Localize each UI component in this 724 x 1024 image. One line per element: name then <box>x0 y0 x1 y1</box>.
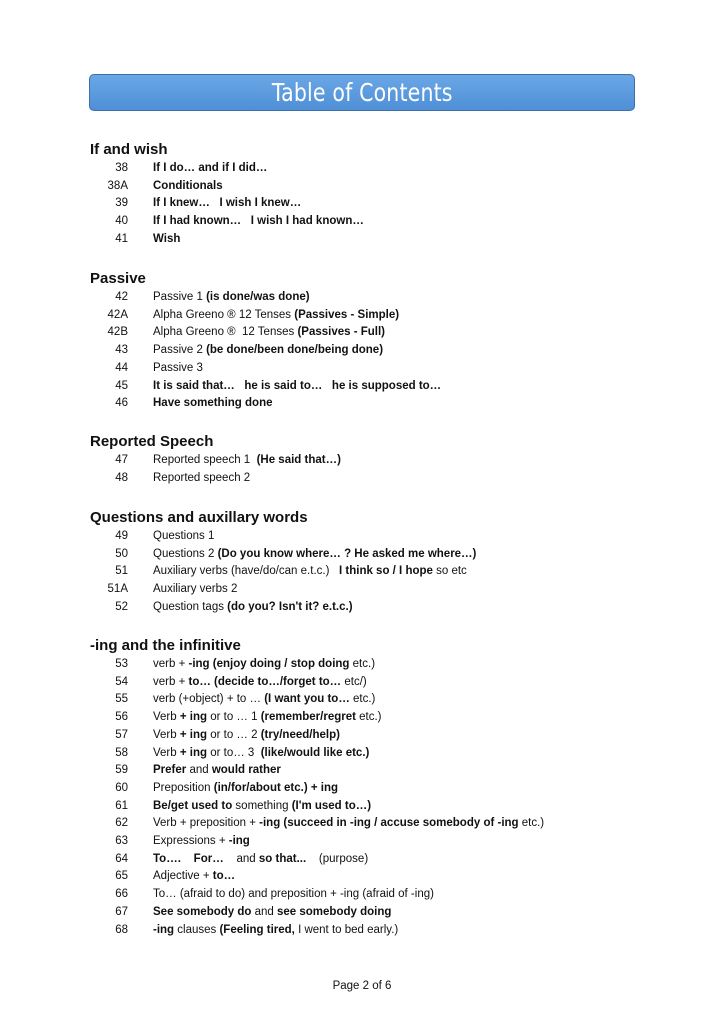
entry-title-part: verb (+object) + to … <box>153 693 265 706</box>
entry-title-part: Questions 1 <box>153 530 215 542</box>
toc-entry <box>0 362 724 378</box>
toc-entry <box>0 197 724 213</box>
entry-title-part: etc.) <box>349 693 376 706</box>
entry-title-part: -ing <box>153 923 175 936</box>
entry-title <box>153 548 476 560</box>
entry-title-part: Conditionals <box>153 179 223 192</box>
toc-entry <box>0 233 724 249</box>
entry-number: 59 <box>115 764 128 777</box>
entry-title-part: so etc <box>432 565 467 578</box>
entry-number: 53 <box>115 658 128 670</box>
entry-title <box>153 906 391 918</box>
entry-number: 51A <box>107 583 128 596</box>
entry-title-part: -ing <box>228 835 250 847</box>
entry-title-part: Preposition <box>153 781 214 794</box>
toc-entry <box>0 906 724 922</box>
entry-title-part: verb + <box>153 675 189 688</box>
entry-number: 62 <box>115 817 128 830</box>
entry-title-part: Question tags <box>153 600 228 613</box>
entry-title-part: I think so / I hope <box>339 565 433 578</box>
entry-number: 50 <box>115 547 128 560</box>
toc-entry <box>0 676 724 692</box>
entry-title-part: It is said that… he is said to… he is supposed to… <box>153 379 442 392</box>
entry-title-part: etc.) <box>349 658 376 670</box>
entry-number: 42 <box>115 291 128 303</box>
entry-title-part: If I had known… I wish I had known… <box>153 215 364 228</box>
entry-title-part: (purpose) <box>306 852 369 865</box>
entry-number: 66 <box>115 888 128 901</box>
entry-title-part: -ing (succeed in -ing / accuse somebody of -ing <box>259 817 519 830</box>
toc-entry <box>0 326 724 342</box>
entry-title-part: etc/) <box>341 675 367 688</box>
entry-title-part: Auxiliary verbs (have/do/can e.t.c.) <box>153 565 339 578</box>
entry-title <box>153 472 250 484</box>
entry-title-part: (do you? Isn't it? e.t.c.) <box>227 600 353 613</box>
toc-entry <box>0 215 724 231</box>
entry-title-part: something <box>232 799 292 812</box>
entry-title <box>153 326 385 338</box>
entry-title-part: Be/get used to <box>153 799 233 812</box>
section-heading: Passive <box>90 270 146 287</box>
entry-title-part: + ing <box>179 746 208 759</box>
entry-title-part: Questions 2 <box>153 547 218 560</box>
entry-title-part: See somebody do <box>153 905 252 918</box>
toc-entry <box>0 817 724 833</box>
toc-entry <box>0 800 724 816</box>
entry-title-part: Reported speech 1 <box>153 454 257 466</box>
entry-title-part: would rather <box>211 764 281 777</box>
entry-title-part: or to… 3 <box>207 746 261 759</box>
entry-number: 61 <box>115 799 128 812</box>
entry-title-part: to… <box>212 870 236 883</box>
section-heading: -ing and the infinitive <box>90 637 241 654</box>
section-heading: If and wish <box>90 141 168 158</box>
entry-title-part: (Feeling tired, <box>219 923 295 936</box>
entry-title-part: Alpha Greeno ® 12 Tenses <box>153 326 298 339</box>
entry-title-part: Verb <box>153 746 180 759</box>
toc-entry <box>0 870 724 886</box>
entry-title <box>153 565 467 577</box>
entry-title-part: (Do you know where… ? He asked me where…) <box>217 547 477 560</box>
entry-title-part: etc.) <box>518 817 545 830</box>
entry-title-part: Adjective + <box>153 870 213 883</box>
entry-title-part: (be done/been done/being done) <box>206 344 384 357</box>
entry-title-part: Verb <box>153 728 180 741</box>
entry-title <box>153 870 235 882</box>
entry-number: 57 <box>115 728 128 741</box>
entry-title-part: + ing <box>179 728 208 741</box>
entry-number: 40 <box>115 215 128 228</box>
toc-entry <box>0 658 724 674</box>
toc-entry <box>0 397 724 413</box>
entry-title <box>153 215 364 227</box>
toc-entry <box>0 693 724 709</box>
entry-number: 55 <box>115 693 128 706</box>
entry-number: 49 <box>115 530 128 542</box>
entry-number: 51 <box>115 565 128 578</box>
entry-title <box>153 583 237 595</box>
entry-title <box>153 888 434 900</box>
entry-number: 48 <box>115 471 128 484</box>
entry-title <box>153 180 223 192</box>
entry-title-part: Wish <box>153 232 181 245</box>
toc-entry <box>0 747 724 763</box>
entry-number: 46 <box>115 397 128 410</box>
entry-title-part: (I'm used to…) <box>291 799 372 812</box>
entry-title-part: Verb <box>153 711 180 724</box>
entry-title-part: to… (decide to…/forget to… <box>188 675 342 688</box>
entry-number: 63 <box>115 835 128 847</box>
entry-number: 65 <box>115 870 128 883</box>
entry-title-part: (I want you to… <box>264 693 350 706</box>
page-footer: Page 2 of 6 <box>332 980 392 992</box>
entry-title <box>153 530 214 542</box>
entry-number: 56 <box>115 711 128 724</box>
entry-title-part: see somebody doing <box>277 905 392 918</box>
section-heading: Reported Speech <box>90 433 214 450</box>
entry-title-part: (Passives - Full) <box>297 326 385 339</box>
entry-title <box>153 729 340 741</box>
toc-entry <box>0 548 724 564</box>
entry-number: 54 <box>115 675 128 688</box>
entry-title-part: Verb + preposition + <box>153 817 260 830</box>
toc-entry <box>0 472 724 488</box>
entry-title-part: (Passives - Simple) <box>294 308 400 321</box>
entry-title <box>153 782 338 794</box>
entry-title-part: To… (afraid to do) and preposition + -ing (afraid of -ing) <box>153 888 434 901</box>
entry-number: 41 <box>115 232 128 245</box>
toc-entry <box>0 924 724 940</box>
entry-title <box>153 764 281 776</box>
entry-title <box>153 711 382 723</box>
entry-number: 45 <box>115 379 128 392</box>
entry-number: 68 <box>115 923 128 936</box>
entry-title <box>153 693 375 705</box>
entry-title-part: I went to bed early.) <box>294 923 399 936</box>
toc-entry <box>0 309 724 325</box>
entry-number: 38 <box>115 162 128 174</box>
entry-number: 64 <box>115 852 128 865</box>
entry-number: 67 <box>115 905 128 918</box>
entry-title-part: verb + <box>153 658 189 670</box>
entry-title-part: -ing (enjoy doing / stop doing <box>188 658 350 670</box>
entry-title-part: Alpha Greeno ® 12 Tenses <box>153 308 295 321</box>
entry-title <box>153 853 368 865</box>
toc-entry <box>0 782 724 798</box>
entry-number: 39 <box>115 197 128 210</box>
entry-title <box>153 747 369 759</box>
entry-title-part: (like/would like etc.) <box>260 746 370 759</box>
toc-entry <box>0 454 724 470</box>
toc-entry <box>0 601 724 617</box>
entry-title-part: Prefer <box>153 764 187 777</box>
entry-title-part: and <box>223 852 259 865</box>
entry-title-part: (is done/was done) <box>206 291 310 303</box>
entry-title-part: (in/for/about etc.) + ing <box>213 781 338 794</box>
entry-number: 58 <box>115 746 128 759</box>
entry-title-part: + ing <box>179 711 208 724</box>
toc-entry <box>0 853 724 869</box>
entry-title <box>153 197 301 209</box>
entry-number: 44 <box>115 361 128 374</box>
entry-title-part: Reported speech 2 <box>153 471 251 484</box>
entry-title <box>153 800 371 812</box>
entry-title-part: Expressions + <box>153 835 229 847</box>
entry-title <box>153 454 341 466</box>
entry-title <box>153 924 398 936</box>
section-heading: Questions and auxillary words <box>90 509 308 526</box>
entry-title <box>153 380 441 392</box>
entry-number: 60 <box>115 781 128 794</box>
entry-title-part: If I knew… I wish I knew… <box>153 197 302 210</box>
toc-entry <box>0 565 724 581</box>
entry-title <box>153 835 250 847</box>
toc-entry <box>0 344 724 360</box>
toc-entry <box>0 291 724 307</box>
entry-title <box>153 601 353 613</box>
toc-entry <box>0 583 724 599</box>
entry-title-part: or to … 1 <box>207 711 261 724</box>
entry-title-part: etc.) <box>355 711 382 724</box>
entry-title-part: and <box>251 905 277 918</box>
toc-entry <box>0 180 724 196</box>
entry-title-part: (remember/regret <box>260 711 356 724</box>
entry-title-part: (He said that…) <box>256 454 341 466</box>
toc-entry <box>0 380 724 396</box>
entry-title <box>153 676 367 688</box>
entry-title <box>153 658 375 670</box>
entry-number: 52 <box>115 600 128 613</box>
entry-title-part: To…. For… <box>153 852 224 865</box>
toc-entry <box>0 729 724 745</box>
entry-title-part: Auxiliary verbs 2 <box>153 583 238 596</box>
entry-title <box>153 309 399 321</box>
toc-entry <box>0 711 724 727</box>
entry-title <box>153 817 544 829</box>
title-banner <box>89 74 635 111</box>
entry-title <box>153 397 273 409</box>
entry-title-part: Passive 1 <box>153 291 207 303</box>
entry-title-part: so that... <box>258 852 307 865</box>
entry-title-part: If I do… and if I did… <box>153 162 268 174</box>
entry-title <box>153 362 203 374</box>
entry-number: 38A <box>107 179 128 192</box>
toc-entry <box>0 888 724 904</box>
entry-number: 47 <box>115 454 128 466</box>
toc-entry <box>0 530 724 546</box>
entry-number: 43 <box>115 344 128 357</box>
entry-number: 42B <box>107 326 128 339</box>
toc-entry <box>0 835 724 851</box>
entry-title-part: Passive 3 <box>153 361 203 374</box>
entry-title-part: (try/need/help) <box>260 728 340 741</box>
entry-title <box>153 162 267 174</box>
page-title: Table of Contents <box>271 78 453 107</box>
toc-entry <box>0 162 724 178</box>
entry-title <box>153 233 180 245</box>
entry-title <box>153 344 383 356</box>
entry-title-part: or to … 2 <box>207 728 261 741</box>
toc-entry <box>0 764 724 780</box>
entry-number: 42A <box>107 308 128 321</box>
entry-title-part: Passive 2 <box>153 344 207 357</box>
entry-title-part: Have something done <box>153 397 273 410</box>
entry-title <box>153 291 310 303</box>
entry-title-part: and <box>186 764 212 777</box>
entry-title-part: clauses <box>174 923 220 936</box>
